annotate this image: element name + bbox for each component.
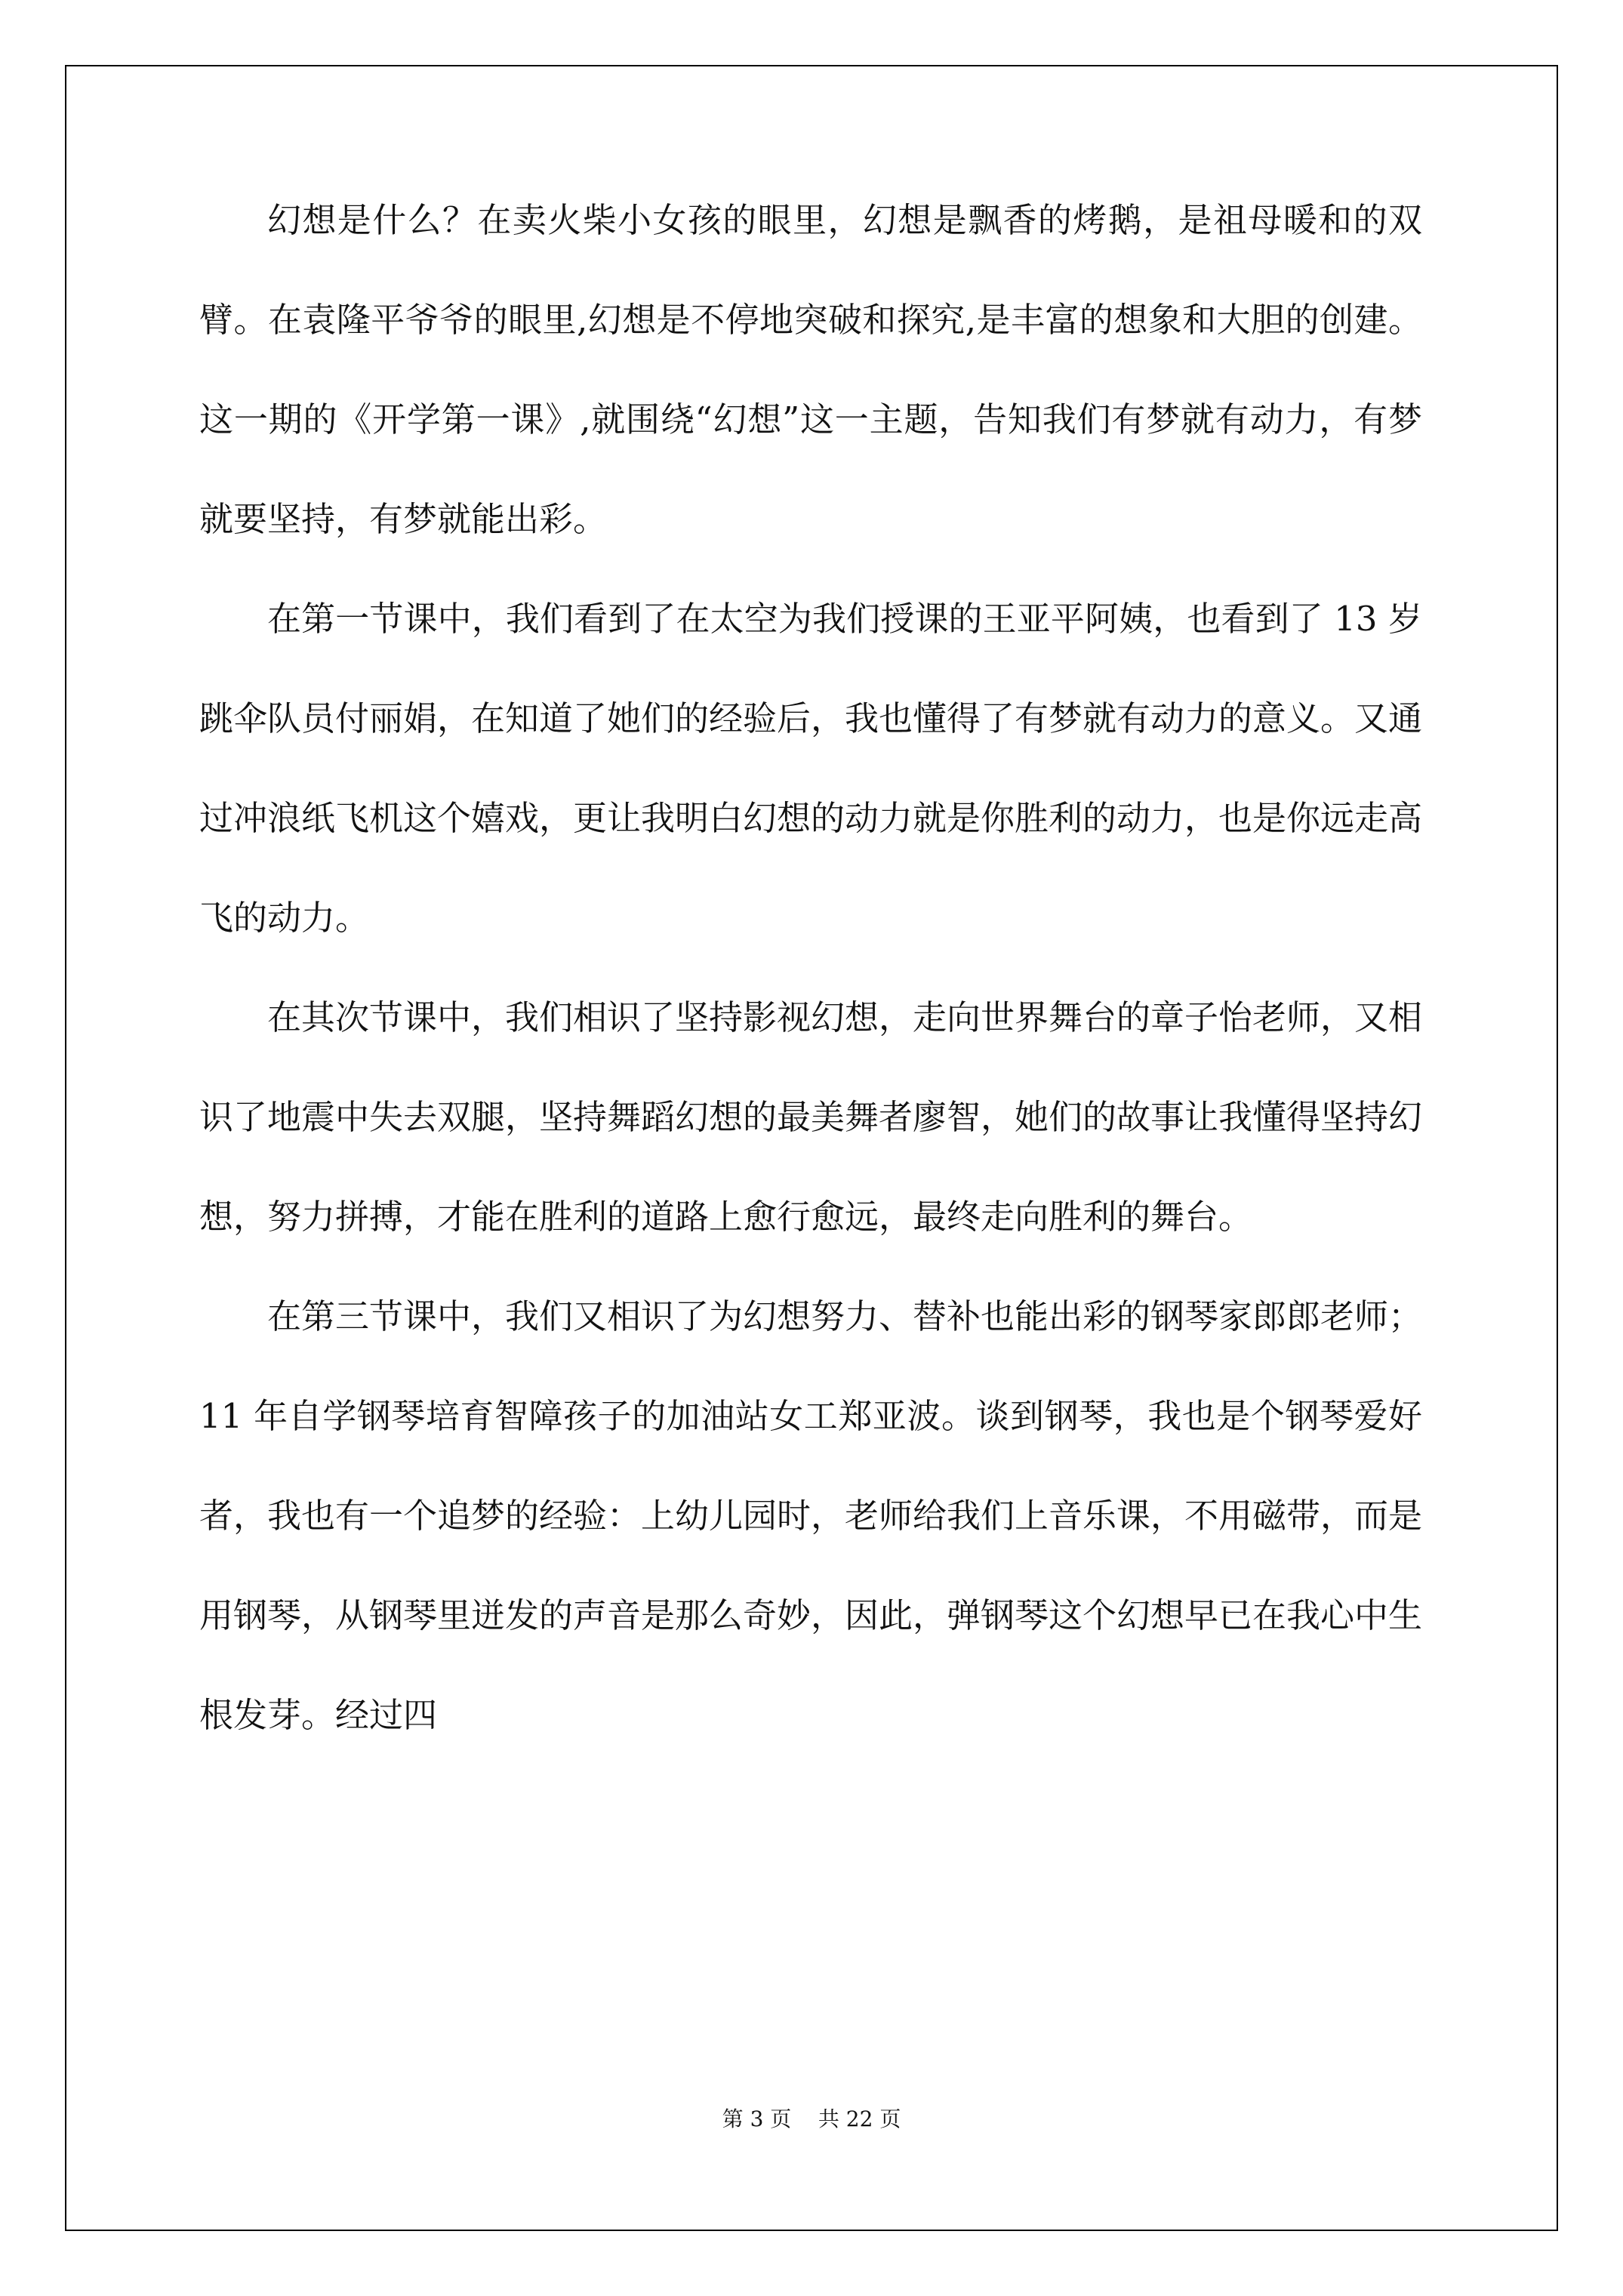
paragraph-1: 幻想是什么？在卖火柴小女孩的眼里，幻想是飘香的烤鹅，是祖母暖和的双臂。在袁隆平爷爷的眼里,幻想是不停地突破和探究,是丰富的想象和大胆的创建。这一期的《开学第一课》,就围绕“幻想”这一主题，告知我们有梦就有动力，有梦就要坚持，有梦就能出彩。	[199, 200, 1422, 539]
paragraph-2: 在第一节课中，我们看到了在太空为我们授课的王亚平阿姨，也看到了 13 岁跳伞队员付丽娟，在知道了她们的经验后，我也懂得了有梦就有动力的意义。又通过冲浪纸飞机这个嬉戏，更让我明白幻想的动力就是你胜利的动力，也是你远走高飞的动力。	[199, 599, 1423, 938]
page-number-footer: 第 3 页 共 22 页	[722, 2106, 901, 2131]
paragraph-3: 在其次节课中，我们相识了坚持影视幻想，走向世界舞台的章子怡老师，又相识了地震中失去双腿，坚持舞蹈幻想的最美舞者廖智，她们的故事让我懂得坚持幻想，努力拼搏，才能在胜利的道路上愈行愈远，最终走向胜利的舞台。	[199, 997, 1423, 1237]
paragraph-4: 在第三节课中，我们又相识了为幻想努力、替补也能出彩的钢琴家郎郎老师；11 年自学钢琴培育智障孩子的加油站女工郑亚波。谈到钢琴，我也是个钢琴爱好者，我也有一个追梦的经验：上幼儿园时，老师给我们上音乐课，不用磁带，而是用钢琴，从钢琴里迸发的声音是那么奇妙，因此，弹钢琴这个幻想早已在我心中生根发芽。经过四	[199, 1296, 1423, 1735]
document-body	[199, 171, 1422, 1765]
